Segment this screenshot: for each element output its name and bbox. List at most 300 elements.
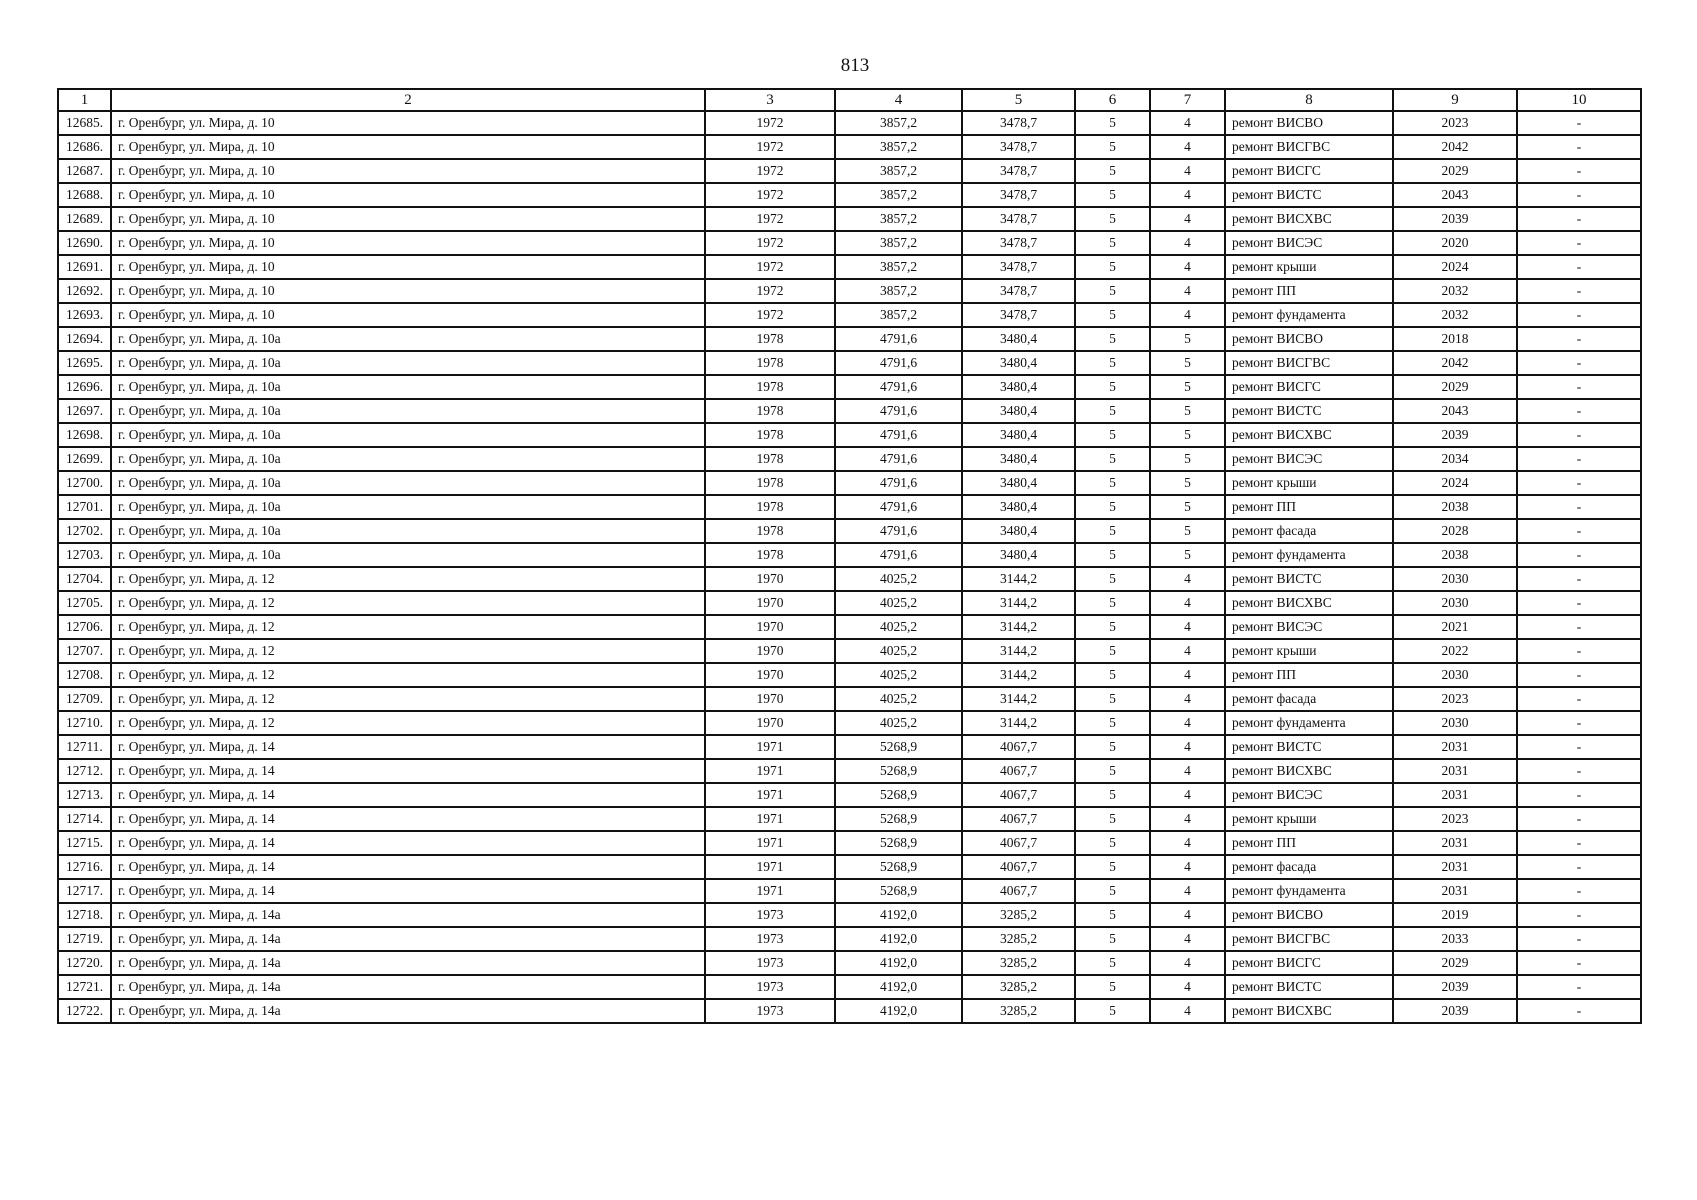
entrances-cell: 4 — [1150, 831, 1225, 855]
living-area-cell: 3144,2 — [962, 687, 1075, 711]
row-number-cell: 12701. — [58, 495, 111, 519]
entrances-cell: 4 — [1150, 279, 1225, 303]
table-row — [58, 759, 1641, 783]
address-cell: г. Оренбург, ул. Мира, д. 10 — [111, 159, 705, 183]
work-type-cell: ремонт ВИСТС — [1225, 399, 1393, 423]
address-cell: г. Оренбург, ул. Мира, д. 10а — [111, 351, 705, 375]
entrances-cell: 5 — [1150, 471, 1225, 495]
year-built-cell: 1978 — [705, 399, 835, 423]
planned-year-cell: 2022 — [1393, 639, 1517, 663]
living-area-cell: 4067,7 — [962, 831, 1075, 855]
note-cell: - — [1517, 711, 1641, 735]
table-row — [58, 807, 1641, 831]
planned-year-cell: 2031 — [1393, 831, 1517, 855]
living-area-cell: 3480,4 — [962, 375, 1075, 399]
living-area-cell: 3478,7 — [962, 207, 1075, 231]
address-cell: г. Оренбург, ул. Мира, д. 14а — [111, 999, 705, 1023]
column-header-6: 6 — [1075, 89, 1150, 111]
work-type-cell: ремонт ВИСЭС — [1225, 447, 1393, 471]
work-type-cell: ремонт ВИСЭС — [1225, 783, 1393, 807]
entrances-cell: 4 — [1150, 207, 1225, 231]
total-area-cell: 5268,9 — [835, 783, 962, 807]
living-area-cell: 3285,2 — [962, 975, 1075, 999]
work-type-cell: ремонт крыши — [1225, 255, 1393, 279]
row-number-cell: 12718. — [58, 903, 111, 927]
work-type-cell: ремонт фасада — [1225, 687, 1393, 711]
floors-cell: 5 — [1075, 999, 1150, 1023]
entrances-cell: 5 — [1150, 447, 1225, 471]
living-area-cell: 3480,4 — [962, 447, 1075, 471]
floors-cell: 5 — [1075, 903, 1150, 927]
note-cell: - — [1517, 615, 1641, 639]
living-area-cell: 4067,7 — [962, 759, 1075, 783]
address-cell: г. Оренбург, ул. Мира, д. 14а — [111, 903, 705, 927]
planned-year-cell: 2039 — [1393, 975, 1517, 999]
row-number-cell: 12694. — [58, 327, 111, 351]
table-row — [58, 591, 1641, 615]
floors-cell: 5 — [1075, 807, 1150, 831]
total-area-cell: 4791,6 — [835, 471, 962, 495]
entrances-cell: 4 — [1150, 255, 1225, 279]
year-built-cell: 1970 — [705, 639, 835, 663]
planned-year-cell: 2033 — [1393, 927, 1517, 951]
floors-cell: 5 — [1075, 207, 1150, 231]
note-cell: - — [1517, 183, 1641, 207]
address-cell: г. Оренбург, ул. Мира, д. 12 — [111, 591, 705, 615]
row-number-cell: 12707. — [58, 639, 111, 663]
planned-year-cell: 2019 — [1393, 903, 1517, 927]
total-area-cell: 4791,6 — [835, 399, 962, 423]
row-number-cell: 12697. — [58, 399, 111, 423]
table-row — [58, 999, 1641, 1023]
note-cell: - — [1517, 567, 1641, 591]
work-type-cell: ремонт ПП — [1225, 279, 1393, 303]
address-cell: г. Оренбург, ул. Мира, д. 10а — [111, 375, 705, 399]
total-area-cell: 3857,2 — [835, 255, 962, 279]
planned-year-cell: 2031 — [1393, 759, 1517, 783]
row-number-cell: 12711. — [58, 735, 111, 759]
floors-cell: 5 — [1075, 183, 1150, 207]
work-type-cell: ремонт ВИСВО — [1225, 903, 1393, 927]
year-built-cell: 1971 — [705, 759, 835, 783]
table-row — [58, 495, 1641, 519]
work-type-cell: ремонт ВИСЭС — [1225, 615, 1393, 639]
living-area-cell: 3478,7 — [962, 159, 1075, 183]
total-area-cell: 3857,2 — [835, 111, 962, 135]
total-area-cell: 4192,0 — [835, 975, 962, 999]
repair-schedule-table — [57, 88, 1642, 1024]
row-number-cell: 12704. — [58, 567, 111, 591]
total-area-cell: 4192,0 — [835, 951, 962, 975]
row-number-cell: 12691. — [58, 255, 111, 279]
total-area-cell: 5268,9 — [835, 831, 962, 855]
floors-cell: 5 — [1075, 279, 1150, 303]
living-area-cell: 3285,2 — [962, 999, 1075, 1023]
address-cell: г. Оренбург, ул. Мира, д. 14 — [111, 759, 705, 783]
planned-year-cell: 2024 — [1393, 255, 1517, 279]
work-type-cell: ремонт ВИСГС — [1225, 951, 1393, 975]
table-row — [58, 255, 1641, 279]
note-cell: - — [1517, 519, 1641, 543]
table-row — [58, 447, 1641, 471]
living-area-cell: 3478,7 — [962, 279, 1075, 303]
entrances-cell: 5 — [1150, 375, 1225, 399]
note-cell: - — [1517, 639, 1641, 663]
table-row — [58, 831, 1641, 855]
column-header-10: 10 — [1517, 89, 1641, 111]
work-type-cell: ремонт фасада — [1225, 519, 1393, 543]
year-built-cell: 1978 — [705, 375, 835, 399]
row-number-cell: 12715. — [58, 831, 111, 855]
entrances-cell: 4 — [1150, 855, 1225, 879]
row-number-cell: 12712. — [58, 759, 111, 783]
planned-year-cell: 2039 — [1393, 423, 1517, 447]
floors-cell: 5 — [1075, 447, 1150, 471]
table-row — [58, 327, 1641, 351]
living-area-cell: 3480,4 — [962, 327, 1075, 351]
entrances-cell: 5 — [1150, 519, 1225, 543]
table-row — [58, 879, 1641, 903]
address-cell: г. Оренбург, ул. Мира, д. 10а — [111, 471, 705, 495]
entrances-cell: 4 — [1150, 303, 1225, 327]
address-cell: г. Оренбург, ул. Мира, д. 10а — [111, 447, 705, 471]
total-area-cell: 3857,2 — [835, 231, 962, 255]
entrances-cell: 4 — [1150, 783, 1225, 807]
row-number-cell: 12689. — [58, 207, 111, 231]
living-area-cell: 3478,7 — [962, 303, 1075, 327]
year-built-cell: 1971 — [705, 879, 835, 903]
work-type-cell: ремонт ВИСХВС — [1225, 591, 1393, 615]
total-area-cell: 3857,2 — [835, 135, 962, 159]
planned-year-cell: 2039 — [1393, 999, 1517, 1023]
total-area-cell: 4791,6 — [835, 351, 962, 375]
row-number-cell: 12702. — [58, 519, 111, 543]
living-area-cell: 3480,4 — [962, 423, 1075, 447]
year-built-cell: 1970 — [705, 615, 835, 639]
table-row — [58, 471, 1641, 495]
entrances-cell: 4 — [1150, 807, 1225, 831]
living-area-cell: 3144,2 — [962, 591, 1075, 615]
entrances-cell: 4 — [1150, 687, 1225, 711]
planned-year-cell: 2043 — [1393, 399, 1517, 423]
note-cell: - — [1517, 759, 1641, 783]
planned-year-cell: 2029 — [1393, 159, 1517, 183]
note-cell: - — [1517, 999, 1641, 1023]
planned-year-cell: 2042 — [1393, 135, 1517, 159]
planned-year-cell: 2018 — [1393, 327, 1517, 351]
column-header-9: 9 — [1393, 89, 1517, 111]
note-cell: - — [1517, 663, 1641, 687]
table-row — [58, 711, 1641, 735]
planned-year-cell: 2032 — [1393, 279, 1517, 303]
row-number-cell: 12708. — [58, 663, 111, 687]
entrances-cell: 4 — [1150, 711, 1225, 735]
living-area-cell: 3285,2 — [962, 951, 1075, 975]
address-cell: г. Оренбург, ул. Мира, д. 14 — [111, 879, 705, 903]
total-area-cell: 4791,6 — [835, 327, 962, 351]
entrances-cell: 4 — [1150, 135, 1225, 159]
planned-year-cell: 2023 — [1393, 111, 1517, 135]
planned-year-cell: 2030 — [1393, 567, 1517, 591]
row-number-cell: 12719. — [58, 927, 111, 951]
table-row — [58, 567, 1641, 591]
address-cell: г. Оренбург, ул. Мира, д. 10а — [111, 495, 705, 519]
column-header-3: 3 — [705, 89, 835, 111]
table-row — [58, 183, 1641, 207]
table-body — [58, 111, 1641, 1023]
living-area-cell: 4067,7 — [962, 855, 1075, 879]
year-built-cell: 1970 — [705, 663, 835, 687]
address-cell: г. Оренбург, ул. Мира, д. 10а — [111, 399, 705, 423]
entrances-cell: 4 — [1150, 999, 1225, 1023]
table-row — [58, 519, 1641, 543]
row-number-cell: 12700. — [58, 471, 111, 495]
column-header-8: 8 — [1225, 89, 1393, 111]
entrances-cell: 4 — [1150, 951, 1225, 975]
living-area-cell: 3480,4 — [962, 399, 1075, 423]
year-built-cell: 1978 — [705, 447, 835, 471]
planned-year-cell: 2030 — [1393, 663, 1517, 687]
floors-cell: 5 — [1075, 615, 1150, 639]
planned-year-cell: 2038 — [1393, 495, 1517, 519]
floors-cell: 5 — [1075, 711, 1150, 735]
year-built-cell: 1972 — [705, 159, 835, 183]
address-cell: г. Оренбург, ул. Мира, д. 10а — [111, 423, 705, 447]
note-cell: - — [1517, 255, 1641, 279]
work-type-cell: ремонт фундамента — [1225, 879, 1393, 903]
work-type-cell: ремонт ВИСХВС — [1225, 999, 1393, 1023]
address-cell: г. Оренбург, ул. Мира, д. 14 — [111, 783, 705, 807]
living-area-cell: 3285,2 — [962, 903, 1075, 927]
table-row — [58, 855, 1641, 879]
address-cell: г. Оренбург, ул. Мира, д. 14 — [111, 807, 705, 831]
table-row — [58, 303, 1641, 327]
address-cell: г. Оренбург, ул. Мира, д. 12 — [111, 615, 705, 639]
note-cell: - — [1517, 231, 1641, 255]
year-built-cell: 1972 — [705, 135, 835, 159]
address-cell: г. Оренбург, ул. Мира, д. 14 — [111, 855, 705, 879]
year-built-cell: 1973 — [705, 903, 835, 927]
work-type-cell: ремонт ВИСГС — [1225, 159, 1393, 183]
year-built-cell: 1972 — [705, 183, 835, 207]
total-area-cell: 3857,2 — [835, 183, 962, 207]
planned-year-cell: 2023 — [1393, 687, 1517, 711]
year-built-cell: 1970 — [705, 687, 835, 711]
work-type-cell: ремонт ПП — [1225, 663, 1393, 687]
entrances-cell: 5 — [1150, 423, 1225, 447]
note-cell: - — [1517, 783, 1641, 807]
living-area-cell: 4067,7 — [962, 783, 1075, 807]
planned-year-cell: 2029 — [1393, 951, 1517, 975]
row-number-cell: 12686. — [58, 135, 111, 159]
floors-cell: 5 — [1075, 735, 1150, 759]
floors-cell: 5 — [1075, 975, 1150, 999]
year-built-cell: 1978 — [705, 471, 835, 495]
year-built-cell: 1971 — [705, 831, 835, 855]
year-built-cell: 1978 — [705, 327, 835, 351]
table-row — [58, 687, 1641, 711]
work-type-cell: ремонт ВИСТС — [1225, 735, 1393, 759]
row-number-cell: 12692. — [58, 279, 111, 303]
living-area-cell: 3478,7 — [962, 231, 1075, 255]
work-type-cell: ремонт ПП — [1225, 495, 1393, 519]
year-built-cell: 1972 — [705, 303, 835, 327]
planned-year-cell: 2028 — [1393, 519, 1517, 543]
floors-cell: 5 — [1075, 759, 1150, 783]
row-number-cell: 12703. — [58, 543, 111, 567]
total-area-cell: 4192,0 — [835, 903, 962, 927]
planned-year-cell: 2031 — [1393, 783, 1517, 807]
column-header-5: 5 — [962, 89, 1075, 111]
entrances-cell: 4 — [1150, 591, 1225, 615]
entrances-cell: 5 — [1150, 543, 1225, 567]
work-type-cell: ремонт ВИСВО — [1225, 327, 1393, 351]
work-type-cell: ремонт ВИСГВС — [1225, 927, 1393, 951]
total-area-cell: 3857,2 — [835, 207, 962, 231]
living-area-cell: 3478,7 — [962, 111, 1075, 135]
address-cell: г. Оренбург, ул. Мира, д. 10 — [111, 111, 705, 135]
note-cell: - — [1517, 735, 1641, 759]
table-row — [58, 423, 1641, 447]
address-cell: г. Оренбург, ул. Мира, д. 12 — [111, 567, 705, 591]
floors-cell: 5 — [1075, 375, 1150, 399]
note-cell: - — [1517, 975, 1641, 999]
table-row — [58, 279, 1641, 303]
row-number-cell: 12699. — [58, 447, 111, 471]
living-area-cell: 3144,2 — [962, 639, 1075, 663]
table-row — [58, 207, 1641, 231]
row-number-cell: 12721. — [58, 975, 111, 999]
entrances-cell: 4 — [1150, 231, 1225, 255]
column-header-7: 7 — [1150, 89, 1225, 111]
floors-cell: 5 — [1075, 231, 1150, 255]
entrances-cell: 5 — [1150, 495, 1225, 519]
floors-cell: 5 — [1075, 855, 1150, 879]
address-cell: г. Оренбург, ул. Мира, д. 10 — [111, 135, 705, 159]
year-built-cell: 1971 — [705, 855, 835, 879]
table-row — [58, 735, 1641, 759]
row-number-cell: 12698. — [58, 423, 111, 447]
planned-year-cell: 2039 — [1393, 207, 1517, 231]
floors-cell: 5 — [1075, 831, 1150, 855]
note-cell: - — [1517, 495, 1641, 519]
entrances-cell: 4 — [1150, 111, 1225, 135]
note-cell: - — [1517, 927, 1641, 951]
table-row — [58, 351, 1641, 375]
work-type-cell: ремонт ВИСХВС — [1225, 423, 1393, 447]
planned-year-cell: 2043 — [1393, 183, 1517, 207]
floors-cell: 5 — [1075, 255, 1150, 279]
living-area-cell: 4067,7 — [962, 807, 1075, 831]
planned-year-cell: 2030 — [1393, 711, 1517, 735]
living-area-cell: 3478,7 — [962, 135, 1075, 159]
note-cell: - — [1517, 375, 1641, 399]
work-type-cell: ремонт ПП — [1225, 831, 1393, 855]
work-type-cell: ремонт крыши — [1225, 807, 1393, 831]
year-built-cell: 1973 — [705, 975, 835, 999]
row-number-cell: 12720. — [58, 951, 111, 975]
floors-cell: 5 — [1075, 687, 1150, 711]
work-type-cell: ремонт ВИСВО — [1225, 111, 1393, 135]
table-row — [58, 111, 1641, 135]
note-cell: - — [1517, 831, 1641, 855]
address-cell: г. Оренбург, ул. Мира, д. 10 — [111, 279, 705, 303]
entrances-cell: 4 — [1150, 615, 1225, 639]
floors-cell: 5 — [1075, 663, 1150, 687]
address-cell: г. Оренбург, ул. Мира, д. 12 — [111, 711, 705, 735]
address-cell: г. Оренбург, ул. Мира, д. 10 — [111, 183, 705, 207]
living-area-cell: 4067,7 — [962, 735, 1075, 759]
row-number-cell: 12706. — [58, 615, 111, 639]
work-type-cell: ремонт ВИСЭС — [1225, 231, 1393, 255]
table-row — [58, 135, 1641, 159]
table-row — [58, 159, 1641, 183]
planned-year-cell: 2031 — [1393, 855, 1517, 879]
floors-cell: 5 — [1075, 471, 1150, 495]
entrances-cell: 5 — [1150, 327, 1225, 351]
year-built-cell: 1972 — [705, 279, 835, 303]
work-type-cell: ремонт крыши — [1225, 639, 1393, 663]
note-cell: - — [1517, 399, 1641, 423]
total-area-cell: 4791,6 — [835, 543, 962, 567]
planned-year-cell: 2029 — [1393, 375, 1517, 399]
total-area-cell: 4025,2 — [835, 615, 962, 639]
row-number-cell: 12714. — [58, 807, 111, 831]
total-area-cell: 4025,2 — [835, 663, 962, 687]
work-type-cell: ремонт ВИСГВС — [1225, 351, 1393, 375]
note-cell: - — [1517, 351, 1641, 375]
year-built-cell: 1970 — [705, 567, 835, 591]
year-built-cell: 1971 — [705, 783, 835, 807]
living-area-cell: 3480,4 — [962, 351, 1075, 375]
entrances-cell: 5 — [1150, 399, 1225, 423]
address-cell: г. Оренбург, ул. Мира, д. 14 — [111, 735, 705, 759]
table-row — [58, 375, 1641, 399]
row-number-cell: 12716. — [58, 855, 111, 879]
entrances-cell: 4 — [1150, 879, 1225, 903]
note-cell: - — [1517, 879, 1641, 903]
entrances-cell: 4 — [1150, 759, 1225, 783]
year-built-cell: 1970 — [705, 711, 835, 735]
living-area-cell: 3480,4 — [962, 543, 1075, 567]
row-number-cell: 12705. — [58, 591, 111, 615]
floors-cell: 5 — [1075, 543, 1150, 567]
work-type-cell: ремонт фундамента — [1225, 711, 1393, 735]
floors-cell: 5 — [1075, 951, 1150, 975]
address-cell: г. Оренбург, ул. Мира, д. 12 — [111, 687, 705, 711]
living-area-cell: 3478,7 — [962, 255, 1075, 279]
total-area-cell: 4791,6 — [835, 423, 962, 447]
note-cell: - — [1517, 423, 1641, 447]
entrances-cell: 4 — [1150, 567, 1225, 591]
entrances-cell: 4 — [1150, 975, 1225, 999]
row-number-cell: 12688. — [58, 183, 111, 207]
living-area-cell: 3144,2 — [962, 711, 1075, 735]
planned-year-cell: 2031 — [1393, 735, 1517, 759]
total-area-cell: 3857,2 — [835, 159, 962, 183]
address-cell: г. Оренбург, ул. Мира, д. 14а — [111, 927, 705, 951]
floors-cell: 5 — [1075, 591, 1150, 615]
table-row — [58, 543, 1641, 567]
total-area-cell: 4192,0 — [835, 927, 962, 951]
year-built-cell: 1972 — [705, 231, 835, 255]
row-number-cell: 12722. — [58, 999, 111, 1023]
address-cell: г. Оренбург, ул. Мира, д. 14а — [111, 951, 705, 975]
year-built-cell: 1971 — [705, 807, 835, 831]
column-number-row — [58, 89, 1641, 111]
floors-cell: 5 — [1075, 423, 1150, 447]
row-number-cell: 12709. — [58, 687, 111, 711]
